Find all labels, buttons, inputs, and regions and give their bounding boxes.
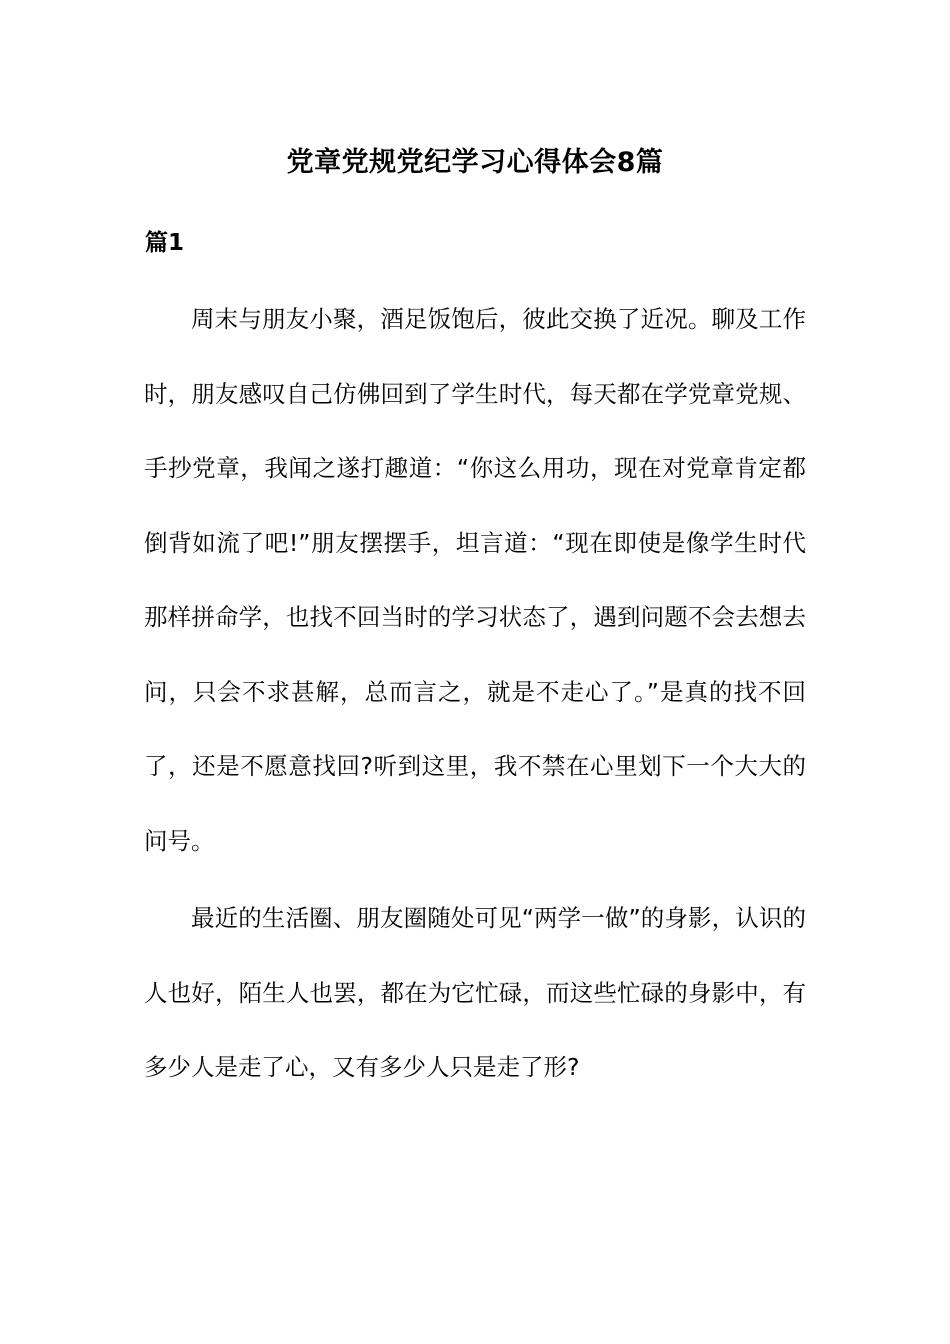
paragraph-1: 周末与朋友小聚，酒足饭饱后，彼此交换了近况。聊及工作时，朋友感叹自己仿佛回到了学生时代，每天都在学党章党规、手抄党章，我闻之遂打趣道：“你这么用功，现在对党章肯定都倒背如流了吧!”朋友摆摆手，坦言道：“现在即使是像学生时代那样拼命学，也找不回当时的学习状态了，遇到问题不会去想去问，只会不求甚解，总而言之，就是不走心了。”是真的找不回了，还是不愿意找回?听到这里，我不禁在心里划下一个大大的问号。 <box>144 305 806 855</box>
paragraph-2: 最近的生活圈、朋友圈随处可见“两学一做”的身影，认识的人也好，陌生人也罢，都在为它忙碌，而这些忙碌的身影中，有多少人是走了心，又有多少人只是走了形? <box>144 904 806 1081</box>
section-heading: 篇1 <box>145 230 185 256</box>
document-title: 党章党规党纪学习心得体会8篇 <box>286 147 664 178</box>
